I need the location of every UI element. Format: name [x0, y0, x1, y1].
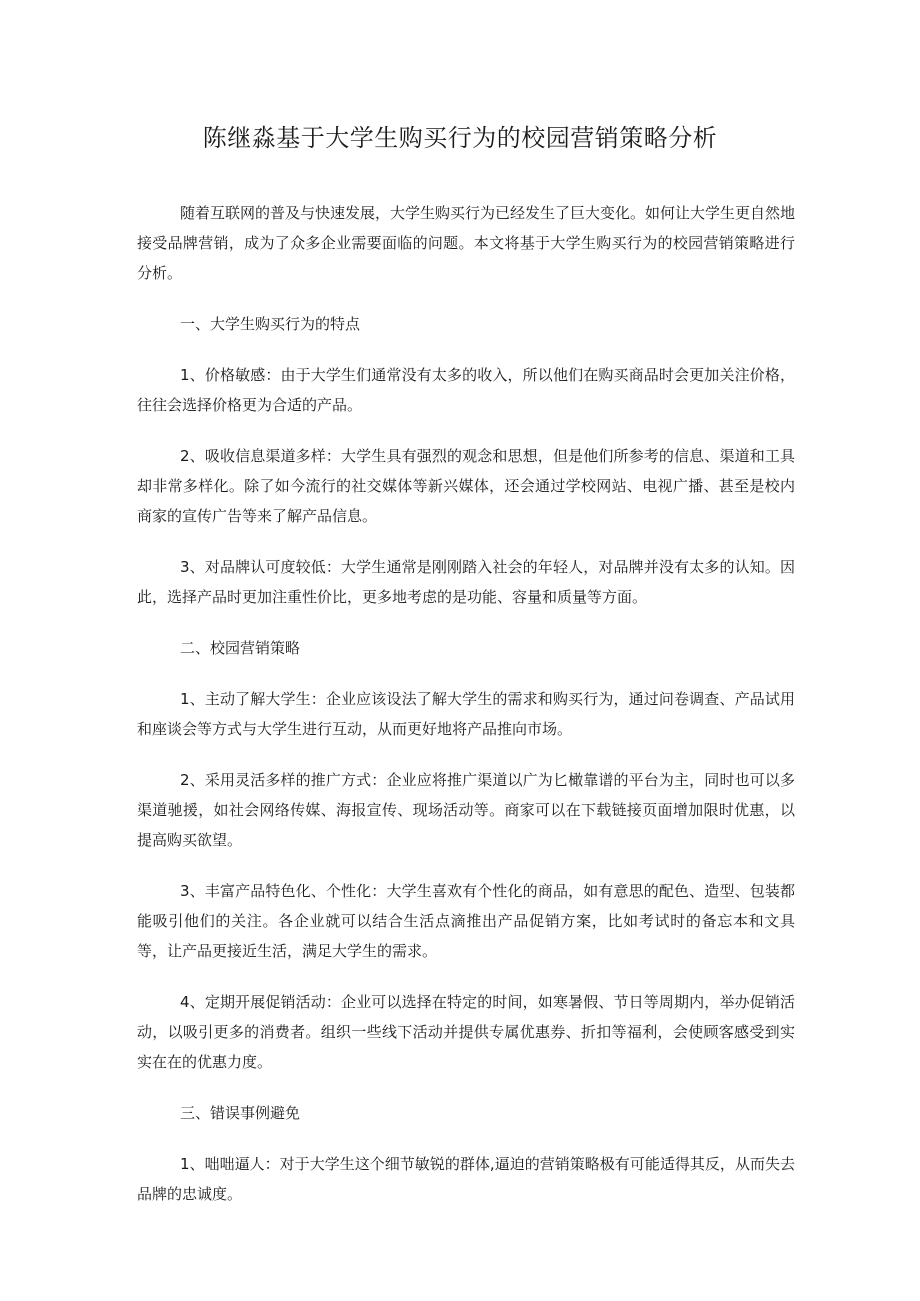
- section-heading-characteristics: 一、大学生购买行为的特点: [180, 315, 361, 333]
- strategy-item-promotion-methods: 2、采用灵活多样的推广方式：企业应将推广渠道以广为匕橄靠谱的平台为主，同时也可以多渠道驰援，如社会网络传媒、海报宣传、现场活动等。商家可以在下载链接页面增加限时优惠，以提高购买欲望。: [137, 771, 795, 849]
- strategy-item-promotions: 4、定期开展促销活动：企业可以选择在特定的时间，如寒暑假、节日等周期内，举办促销活动，以吸引更多的消费者。组织一些线下活动并提供专属优惠券、折扣等福利，会使顾客感受到实实在在的优惠力度。: [137, 993, 795, 1071]
- section-heading-strategies: 二、校园营销策略: [180, 639, 301, 657]
- strategy-item-understand-students: 1、主动了解大学生：企业应该设法了解大学生的需求和购买行为，通过问卷调查、产品试用和座谈会等方式与大学生进行互动，从而更好地将产品推向市场。: [137, 690, 795, 738]
- characteristic-item-price-sensitive: 1、价格敏感：由于大学生们通常没有太多的收入，所以他们在购买商品时会更加关注价格，往往会选择价格更为合适的产品。: [137, 366, 795, 414]
- characteristic-item-brand-recognition: 3、对品牌认可度较低：大学生通常是刚刚踏入社会的年轻人，对品牌并没有太多的认知。因此，选择产品时更加注重性价比，更多地考虑的是功能、容量和质量等方面。: [137, 558, 795, 606]
- characteristic-item-info-channels: 2、吸收信息渠道多样：大学生具有强烈的观念和思想，但是他们所参考的信息、渠道和工具却非常多样化。除了如今流行的社交媒体等新兴媒体，还会通过学校网站、电视广播、甚至是校内商家的宣传广告等来了解产品信息。: [137, 447, 795, 525]
- intro-paragraph: 随着互联网的普及与快速发展，大学生购买行为已经发生了巨大变化。如何让大学生更自然地接受品牌营销，成为了众多企业需要面临的问题。本文将基于大学生购买行为的校园营销策略进行分析。: [137, 204, 796, 282]
- section-heading-mistakes: 三、错误事例避免: [180, 1104, 301, 1122]
- document-title: 陈继淼基于大学生购买行为的校园营销策略分析: [202, 124, 718, 152]
- strategy-item-personalization: 3、丰富产品特色化、个性化：大学生喜欢有个性化的商品，如有意思的配色、造型、包装都能吸引他们的关注。各企业就可以结合生活点滴推出产品促销方案，比如考试时的备忘本和文具等，让产品更接近生活，满足大学生的需求。: [137, 882, 795, 960]
- mistake-item-aggressive: 1、咄咄逼人：对于大学生这个细节敏锐的群体,逼迫的营销策略极有可能适得其反，从而失去品牌的忠诚度。: [137, 1155, 795, 1203]
- document-body: [137, 198, 795, 1230]
